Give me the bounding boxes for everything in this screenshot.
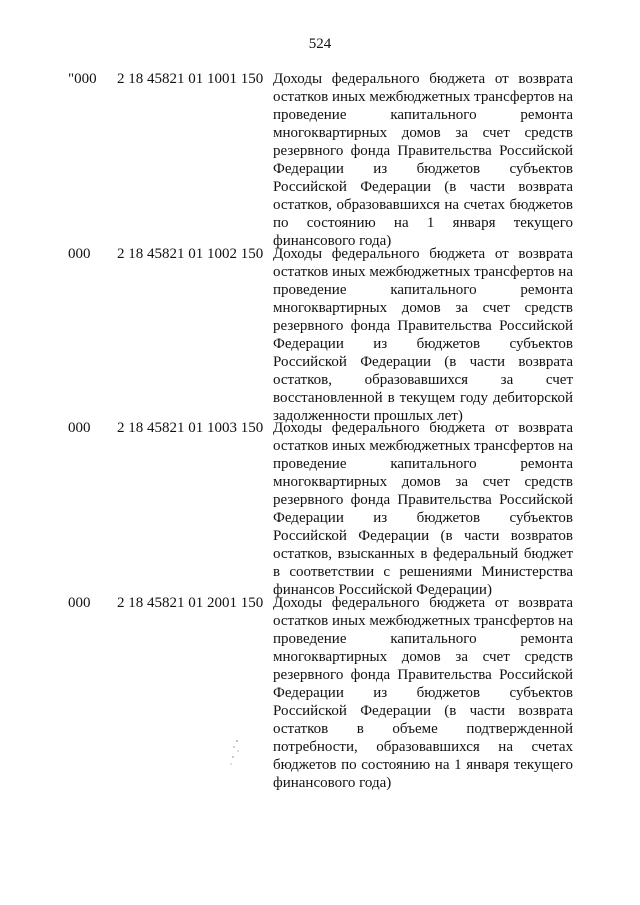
description-line: остатков, взысканных в федеральный бюджет xyxy=(273,546,573,562)
description-line: остатков иных межбюджетных трансфертов на xyxy=(273,89,573,105)
budget-classification-code: 2 18 45821 01 1003 150 xyxy=(117,420,264,436)
admin-code: "000 xyxy=(68,71,97,87)
description-line: бюджетов по состоянию на 1 января текущего xyxy=(273,757,573,773)
entry-description xyxy=(273,594,573,792)
description-line: финансового года) xyxy=(273,233,392,249)
description-line: многоквартирных домов за счет средств xyxy=(273,649,573,665)
budget-classification-code: 2 18 45821 01 2001 150 xyxy=(117,595,264,611)
description-line: Федерации из бюджетов субъектов xyxy=(273,685,573,701)
description-line: финансового года) xyxy=(273,775,392,791)
description-line: многоквартирных домов за счет средств xyxy=(273,474,573,490)
page-number: 524 xyxy=(308,36,332,52)
description-line: резервного фонда Правительства Российской xyxy=(273,318,573,334)
description-line: Доходы федерального бюджета от возврата xyxy=(273,595,573,611)
description-line: многоквартирных домов за счет средств xyxy=(273,300,573,316)
admin-code: 000 xyxy=(68,595,91,611)
description-line: Доходы федерального бюджета от возврата xyxy=(273,246,573,262)
entry-description xyxy=(273,245,573,425)
description-line: восстановленной в текущем году дебиторской xyxy=(273,390,573,406)
description-line: проведение капитального ремонта xyxy=(273,282,573,298)
description-line: задолженности прошлых лет) xyxy=(273,408,463,424)
entry-description xyxy=(273,70,573,250)
description-line: проведение капитального ремонта xyxy=(273,456,573,472)
description-line: остатков иных межбюджетных трансфертов на xyxy=(273,264,573,280)
description-line: проведение капитального ремонта xyxy=(273,107,573,123)
description-line: резервного фонда Правительства Российской xyxy=(273,667,573,683)
admin-code: 000 xyxy=(68,420,91,436)
description-line: резервного фонда Правительства Российской xyxy=(273,143,573,159)
scan-speck-mark xyxy=(228,738,242,768)
description-line: Федерации из бюджетов субъектов xyxy=(273,510,573,526)
description-line: остатков, образовавшихся за счет xyxy=(273,372,573,388)
description-line: по состоянию на 1 января текущего xyxy=(273,215,573,231)
description-line: Российской Федерации (в части возврата xyxy=(273,703,573,719)
admin-code: 000 xyxy=(68,246,91,262)
description-line: остатков иных межбюджетных трансфертов на xyxy=(273,438,573,454)
description-line: остатков иных межбюджетных трансфертов на xyxy=(273,613,573,629)
description-line: в соответствии с решениями Министерства xyxy=(273,564,573,580)
description-line: Доходы федерального бюджета от возврата xyxy=(273,71,573,87)
entry-description xyxy=(273,419,573,599)
description-line: Федерации из бюджетов субъектов xyxy=(273,161,573,177)
description-line: остатков в объеме подтвержденной xyxy=(273,721,573,737)
description-line: многоквартирных домов за счет средств xyxy=(273,125,573,141)
description-line: Российской Федерации (в части возврата xyxy=(273,179,573,195)
description-line: Доходы федерального бюджета от возврата xyxy=(273,420,573,436)
budget-classification-code: 2 18 45821 01 1001 150 xyxy=(117,71,264,87)
description-line: остатков, образовавшихся на счетах бюджетов xyxy=(273,197,573,213)
description-line: резервного фонда Правительства Российской xyxy=(273,492,573,508)
description-line: проведение капитального ремонта xyxy=(273,631,573,647)
description-line: Российской Федерации (в части возвратов xyxy=(273,528,573,544)
description-line: Российской Федерации (в части возврата xyxy=(273,354,573,370)
description-line: финансов Российской Федерации) xyxy=(273,582,492,598)
description-line: потребности, образовавшихся на счетах xyxy=(273,739,573,755)
description-line: Федерации из бюджетов субъектов xyxy=(273,336,573,352)
budget-classification-code: 2 18 45821 01 1002 150 xyxy=(117,246,264,262)
